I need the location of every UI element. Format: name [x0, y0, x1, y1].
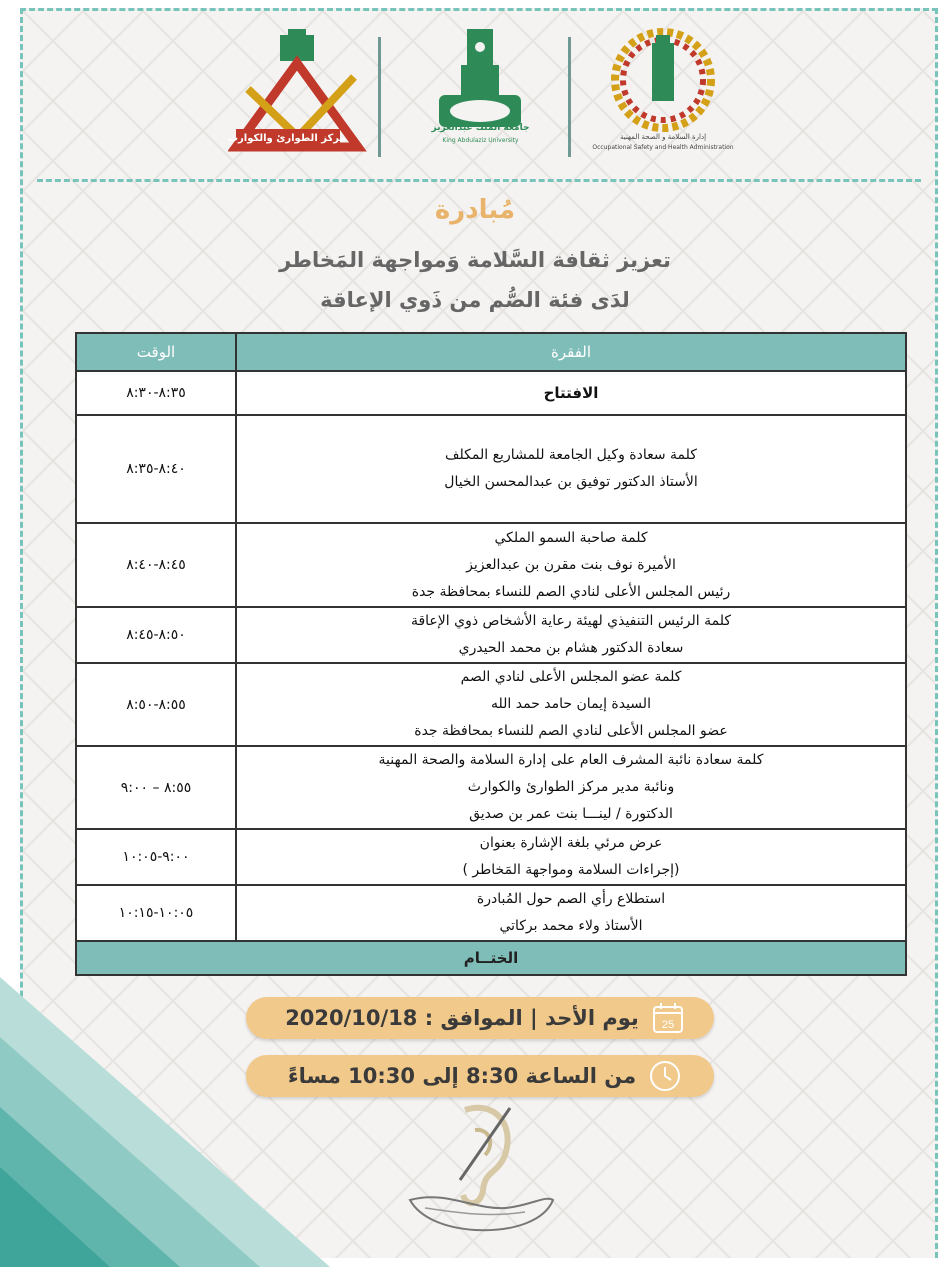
agenda-item-line: عضو المجلس الأعلى لنادي الصم للنساء بمحافظة جدة — [414, 723, 728, 739]
header-item: الفقرة — [236, 333, 906, 371]
agenda-row — [76, 829, 906, 885]
agenda-item-line: عرض مرئي بلغة الإشارة بعنوان — [479, 835, 663, 851]
agenda-item-line: كلمة صاحبة السمو الملكي — [494, 529, 648, 546]
time-text: من الساعة 8:30 إلى 10:30 مساءً — [287, 1064, 637, 1088]
calendar-day: 25 — [661, 1019, 674, 1031]
agenda-item — [236, 829, 906, 885]
emergency-center-logo — [228, 29, 368, 164]
header-separator — [37, 179, 921, 182]
kicker-title: مُبادرة — [434, 195, 516, 225]
osh-caption-ar: إدارة السلامة و الصحة المهنية — [619, 133, 707, 141]
agenda-item-line: (إجراءات السلامة ومواجهة المَخاطر ) — [462, 862, 680, 878]
ear-hand-illustration — [405, 1100, 555, 1240]
agenda-item-line: سعادة الدكتور هشام بن محمد الحيدري — [458, 640, 684, 656]
agenda-item — [236, 746, 906, 829]
agenda-row — [76, 523, 906, 607]
header-divider — [568, 37, 571, 157]
corner-decoration — [0, 977, 330, 1267]
agenda-row — [76, 746, 906, 829]
closing-row — [76, 941, 906, 975]
agenda-row — [76, 885, 906, 941]
agenda-item-line: كلمة عضو المجلس الأعلى لنادي الصم — [460, 669, 682, 685]
agenda-item — [236, 885, 906, 941]
agenda-row — [76, 415, 906, 523]
agenda-row — [76, 371, 906, 415]
agenda-time: ٩:٠٠-١٠:٠٥ — [76, 829, 236, 885]
header-divider — [378, 37, 381, 157]
agenda-time: ٨:٤٥-٨:٤٠ — [76, 523, 236, 607]
agenda-time: ٨:٥٥ – ٩:٠٠ — [76, 746, 236, 829]
emergency-center-caption: مركز الطوارئ والكوارث — [228, 133, 346, 144]
agenda-time: ١٠:٠٥-١٠:١٥ — [76, 885, 236, 941]
agenda-time: ٨:٥٥-٨:٥٠ — [76, 663, 236, 746]
agenda-row — [76, 607, 906, 663]
agenda-item — [236, 607, 906, 663]
kau-logo — [423, 25, 538, 165]
agenda-time: ٨:٥٠-٨:٤٥ — [76, 607, 236, 663]
agenda-header-row — [76, 333, 906, 371]
agenda-item-line: ونائبة مدير مركز الطوارئ والكوارث — [467, 779, 675, 795]
agenda-row — [76, 663, 906, 746]
osh-logo — [588, 25, 738, 165]
agenda-item-line: الافتتاح — [543, 383, 599, 402]
main-title: تعزيز ثقافة السَّلامة وَمواجهة المَخاطر — [279, 248, 671, 272]
agenda-item — [236, 523, 906, 607]
agenda-item-line: الأستاذ ولاء محمد بركاتي — [499, 918, 643, 934]
sub-title: لدَى فئة الصُّم من ذَوي الإعاقة — [320, 288, 630, 312]
agenda-time: ٨:٣٥-٨:٣٠ — [76, 371, 236, 415]
agenda-item-line: الأستاذ الدكتور توفيق بن عبدالمحسن الخيال — [444, 474, 698, 490]
agenda-table — [75, 332, 907, 976]
agenda-item — [236, 415, 906, 523]
agenda-item-line: كلمة سعادة نائبة المشرف العام على إدارة السلامة والصحة المهنية — [378, 752, 764, 768]
agenda-item-line: كلمة سعادة وكيل الجامعة للمشاريع المكلف — [445, 447, 697, 463]
kau-subcaption: King Abdulaziz University — [442, 137, 519, 144]
agenda-item-line: استطلاع رأي الصم حول المُبادرة — [476, 891, 666, 907]
agenda-item-line: كلمة الرئيس التنفيذي لهيئة رعاية الأشخاص ذوي الإعاقة — [410, 613, 732, 629]
agenda-item-line: رئيس المجلس الأعلى لنادي الصم للنساء بمحافظة جدة — [411, 583, 731, 600]
agenda-item-line: الأميرة نوف بنت مقرن بن عبدالعزيز — [466, 556, 676, 573]
date-text: يوم الأحد | الموافق : 2020/10/18 — [285, 1006, 639, 1030]
agenda-item-line: الدكتورة / لينـــا بنت عمر بن صديق — [469, 806, 673, 822]
header-time: الوقت — [76, 333, 236, 371]
kau-caption: جامعة الملك عبدالعزيز — [431, 123, 530, 133]
agenda-item — [236, 371, 906, 415]
calendar-icon — [651, 1001, 685, 1035]
clock-icon — [648, 1059, 682, 1093]
closing-label: الختــام — [76, 941, 906, 975]
agenda-item-line: السيدة إيمان حامد حمد الله — [491, 696, 651, 712]
agenda-item — [236, 663, 906, 746]
osh-caption-en: Occupational Safety and Health Administration — [592, 144, 734, 151]
agenda-time: ٨:٤٠-٨:٣٥ — [76, 415, 236, 523]
